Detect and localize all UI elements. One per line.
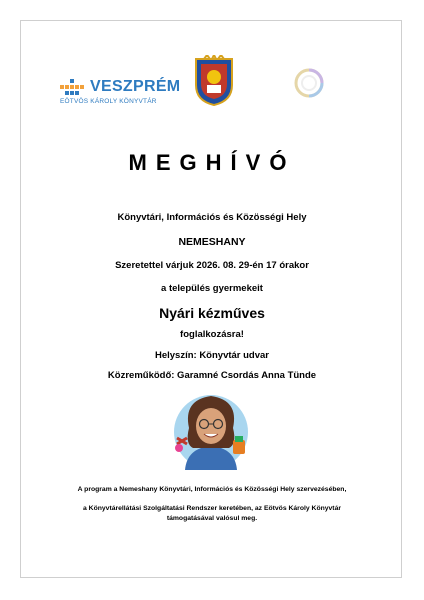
footer-line-3: támogatásával valósul meg.	[166, 515, 258, 522]
logo-row	[0, 55, 424, 110]
footer-line-2: a Könyvtárellátási Szolgáltatási Rendszer keretében, az Eötvös Károly Könyvtár	[83, 505, 341, 512]
library-name: VESZPRÉM	[90, 78, 181, 95]
city-crest-icon	[192, 55, 236, 107]
audience-line: a település gyermekeit	[161, 283, 263, 294]
venue-line: Helyszín: Könyvtár udvar	[154, 350, 270, 361]
greeting-line: Szeretettel várjuk 2026. 08. 29-én 17 órakor	[115, 260, 309, 271]
facilitator-line: Közreműködő: Garamné Csordás Anna Tünde	[107, 370, 317, 381]
event-suffix-line: foglalkozásra!	[180, 329, 244, 340]
footer-line-1: A program a Nemeshany Könyvtári, Információs és Közösségi Hely szervezésében,	[77, 486, 347, 493]
circle-logo-icon	[293, 67, 325, 99]
library-subtitle: EÖTVÖS KÁROLY KÖNYVTÁR	[60, 98, 157, 105]
crafter-portrait-icon	[159, 388, 263, 470]
event-line: Nyári kézműves	[159, 305, 265, 321]
host-line: Könyvtári, Információs és Közösségi Hely	[117, 212, 307, 223]
place-line: NEMESHANY	[178, 236, 246, 248]
invitation-title: MEGHÍVÓ	[128, 150, 296, 175]
library-logo	[60, 75, 181, 115]
library-logo-icon	[60, 79, 86, 97]
